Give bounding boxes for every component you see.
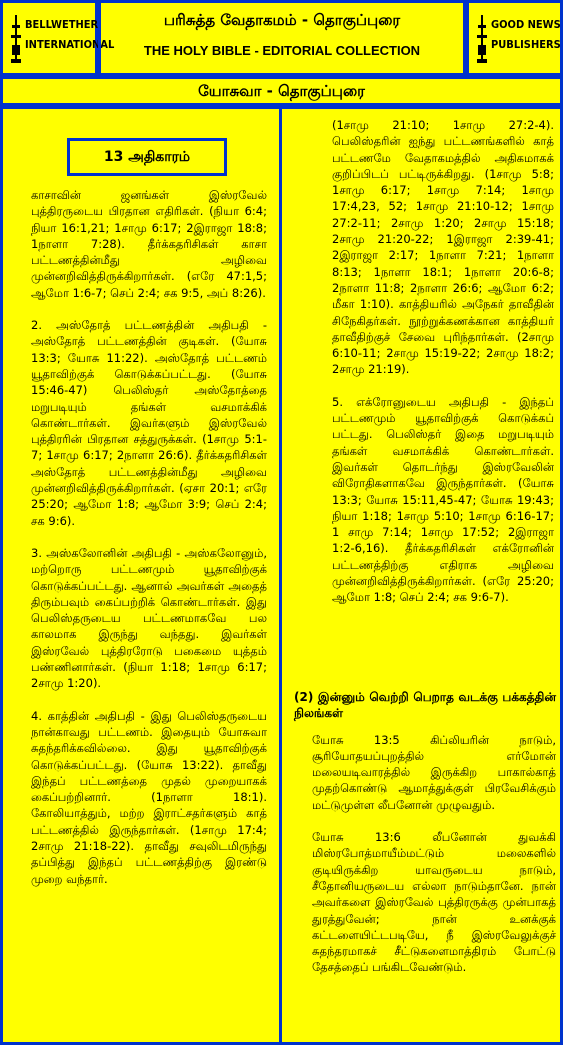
- right-column-box: [279, 106, 563, 1045]
- section-heading: (2) இன்னும் வெற்றி பெறாத வடக்கு பக்கத்தின் நிலங்கள்: [294, 690, 556, 721]
- section-text: [294, 732, 556, 976]
- paragraph: 4. காத்தின் அதிபதி - இது பெலிஸ்தருடைய நான்காவது பட்டணம். இதையும் யோசுவா சுதந்தரிக்கவில்லை. இது யூதாவிற்குக் கொடுக்கப்பட்டது. (யோசு 13:22). தாவீது இந்தப் பட்டணத்தை முதல் முறையாகக் கைப்பற்றினார். (1நாளா 18:1). கோலியாத்தும், மற்ற இராட்சதர்களும் காத் பட்டணத்தில் இருந்தார்கள். (1சாமு 17:4; 2சாமு 21:18-22). தாவீது சவுலிடமிருந்து தப்பித்து இந்தப் பட்டணத்திற்கு இரண்டு முறை வந்தார்.: [31, 708, 267, 886]
- right-logo-line-2: PUBLISHERS: [491, 38, 561, 51]
- paragraph: 2. அஸ்தோத் பட்டணத்தின் அதிபதி - அஸ்தோத் பட்டணத்தின் குடிகள். (யோசு 13:3; யோசு 11:22). அஸ்தோத் பட்டணம் யூதாவிற்குக் கொடுக்கப்பட்டது. (யோசு 15:46-47) பெலிஸ்தர் அஸ்தோத்தை மறுபடியும் தங்கள் வசமாக்கிக் கொண்டார்கள். இவர்களும் இஸ்ரவேல் புத்திரரின் பிரதான சத்துருக்கள். (1சாமு 5:1-7; 1சாமு 6:17; 2நாளா 26:6). தீர்க்கதரிசிகள் அஸ்தோத் பட்டணத்தின்மீது அழிவை முன்னறிவித்திருக்கிறார்கள். (ஏசா 20:1; எரே 25:20; ஆமோ 1:8; ஆமோ 3:9; செப் 2:4; சக 9:6).: [31, 318, 267, 528]
- publisher-logo-right: [466, 0, 563, 76]
- left-logo-line-1: BELLWETHER: [25, 18, 99, 31]
- paragraph: யோசு 13:6 லீபனோன் துவக்கி மிஸ்ரபோத்மாயீம்மட்டும் மலைகளில் குடியிருக்கிற யாவருடைய நாடும், சீதோனியருடைய எல்லா நாடும்தானே. நான் அவர்களை இஸ்ரவேல் புத்திரருக்கு முன்பாகத் துரத்துவேன்; நான் உனக்குக் கட்டளையிட்டபடியே, நீ இஸ்ரவேலுக்குச் சுதந்தரமாகச் சீட்டுகளைமாத்திரம் போட்டு தேசத்தைப் பங்கிடவேண்டும்.: [312, 830, 556, 975]
- left-column-box: [0, 106, 282, 1045]
- title-tamil: பரிசுத்த வேதாகமம் - தொகுப்புரை: [163, 11, 401, 29]
- bellwether-logo-icon: [11, 15, 21, 63]
- header-title-box: [98, 0, 466, 76]
- paragraph: (1சாமு 21:10; 1சாமு 27:2-4). பெலிஸ்தரின் ஐந்து பட்டணங்களில் காத் பட்டணமே வேதாகமத்தில் அதிகமாகக் குறிப்பிடப் பட்டிருக்கிறது. (1சாமு 5:8; 1சாமு 6:17; 1சாமு 7:14; 1சாமு 17:4,23, 52; 1சாமு 21:10-12; 1சாமு 27:2-11; 2சாமு 1:20; 2சாமு 15:18; 2சாமு 21:20-22; 1இராஜா 2:39-41; 2இராஜா 2:17; 1நாளா 7:21; 1நாளா 8:13; 1நாளா 18:1; 1நாளா 20:6-8; 2நாளா 11:8; 2நாளா 26:6; ஆமோ 6:2; மீகா 1:10). காத்தியரில் அநேகர் தாவீதின் சிநேகிதர்கள். நூற்றுக்கணக்கான காத்தியர் தாவீதிற்குச் சேவை புரிந்தார்கள். (2சாமு 6:10-11; 2சாமு 15:19-22; 2சாமு 18:2; 2சாமு 21:19).: [332, 118, 554, 377]
- book-title: யோசுவா - தொகுப்புரை: [198, 82, 365, 100]
- paragraph: 5. எக்ரோனுடைய அதிபதி - இந்தப் பட்டணமும் யூதாவிற்குக் கொடுக்கப் பட்டது. பெலிஸ்தர் இதை மறுபடியும் தங்கள் வசமாக்கிக் கொண்டார்கள். இவர்கள் தொடர்ந்து இஸ்ரவேலின் விரோதிகளாகவே இருந்தார்கள். (யோசு 13:3; யோசு 15:11,45-47; யோசு 19:43; நியா 1:18; 1சாமு 5:10; 1சாமு 6:16-17; 1 சாமு 7:14; 1சாமு 17:52; 2இராஜா 1:2-6,16). தீர்க்கதரிசிகள் எக்ரோனின் பட்டணத்திற்கு எதிராக அழிவை முன்னறிவித்திருக்கிறார்கள். (எரே 25:20; ஆமோ 1:8; செப் 2:4; சக 9:6-7).: [332, 394, 554, 605]
- title-english: THE HOLY BIBLE - EDITORIAL COLLECTION: [143, 43, 421, 58]
- paragraph: காசாவின் ஜனங்கள் இஸ்ரவேல் புத்திரருடைய பிரதான எதிரிகள். (நியா 6:4; நியா 16:1,21; 1சாமு 6:17; 2இராஜா 18:8; 1நாளா 7:28). தீர்க்கதரிசிகள் காசா பட்டணத்தின்மீது அழிவை முன்னறிவித்திருக்கிறார்கள். (எரே 47:1,5; ஆமோ 1:6-7; செப் 2:4; சக 9:5, அப் 8:26).: [31, 188, 267, 300]
- book-title-bar: [0, 76, 563, 106]
- section-block: [294, 689, 556, 992]
- right-logo-line-1: GOOD NEWS: [491, 18, 561, 31]
- paragraph: யோசு 13:5 கிப்லியரின் நாடும், சூரியோதயப்புறத்தில் எர்மோன் மலையடிவாரத்தில் இருக்கிற பாகால்காத் முதற்கொண்டு ஆமாத்துக்குள் பிரவேசிக்கும் மட்டுமுள்ள லீபனோன் முழுவதும்.: [312, 732, 556, 812]
- good-news-logo-icon: [477, 15, 487, 63]
- left-logo-line-2: INTERNATIONAL: [25, 38, 115, 51]
- paragraph: 3. அஸ்கலோனின் அதிபதி - அஸ்கலோனும், மற்றொரு பட்டணமும் யூதாவிற்குக் கொடுக்கப்பட்டது. ஆனால் அவர்கள் அதைத் திரும்பவும் கைப்பற்றிக் கொண்டார்கள். இது பெலிஸ்தருடைய பட்டணமாகவே பல காலமாக இருந்து வந்தது. இவர்கள் இஸ்ரவேல் புத்திரரோடு பகைமை யுத்தம் பண்ணினார்கள். (நியா 1:18; 1சாமு 6:17; 2சாமு 1:20).: [31, 545, 267, 691]
- right-column-text: [332, 117, 554, 622]
- chapter-label: 13 அதிகாரம்: [67, 138, 227, 176]
- left-column-text: [31, 187, 267, 903]
- publisher-logo-left: [0, 0, 115, 76]
